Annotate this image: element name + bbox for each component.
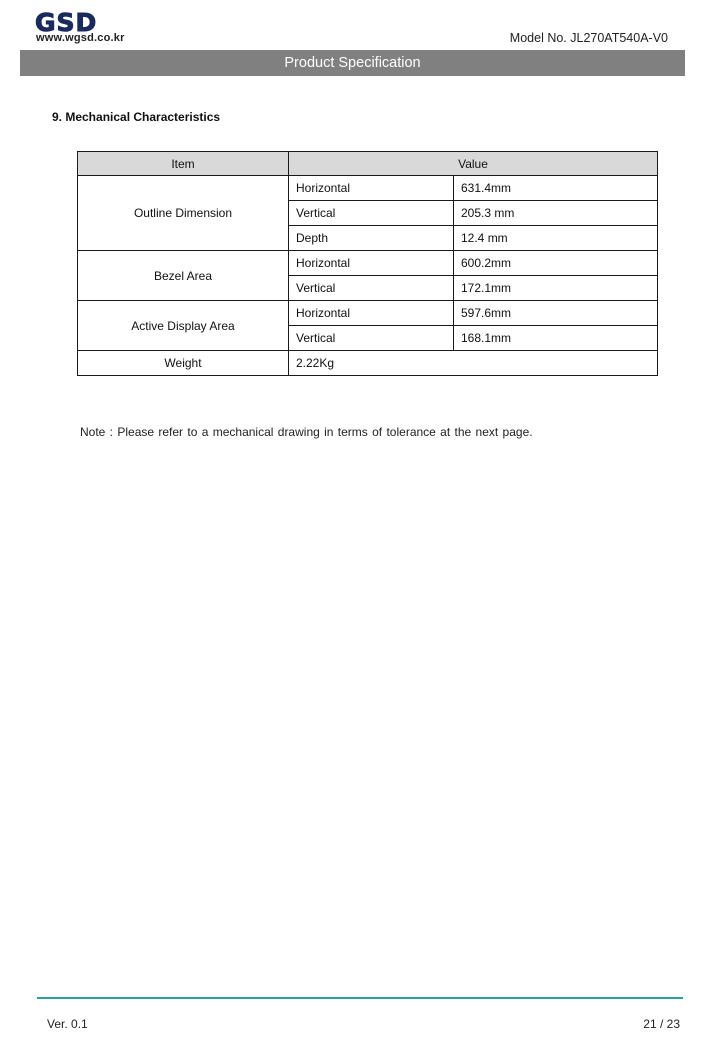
- item-weight: Weight: [78, 351, 289, 376]
- row-label: Vertical: [289, 326, 454, 351]
- table-row: [78, 251, 658, 276]
- row-label: Vertical: [289, 276, 454, 301]
- row-value: 631.4mm: [454, 176, 658, 201]
- row-value: 205.3 mm: [454, 201, 658, 226]
- table-header-row: [78, 152, 658, 176]
- weight-value: 2.22Kg: [289, 351, 658, 376]
- header-item: Item: [78, 152, 289, 176]
- row-label: Vertical: [289, 201, 454, 226]
- row-value: 600.2mm: [454, 251, 658, 276]
- row-value: 168.1mm: [454, 326, 658, 351]
- row-label: Horizontal: [289, 301, 454, 326]
- row-label: Horizontal: [289, 176, 454, 201]
- mechanical-spec-table: [77, 151, 658, 376]
- table-row: [78, 176, 658, 201]
- header-value: Value: [289, 152, 658, 176]
- row-label: Depth: [289, 226, 454, 251]
- model-number: Model No. JL270AT540A-V0: [509, 31, 668, 45]
- section-title: 9. Mechanical Characteristics: [52, 110, 221, 124]
- item-outline-dimension: Outline Dimension: [78, 176, 289, 251]
- item-bezel-area: Bezel Area: [78, 251, 289, 301]
- table-row: [78, 351, 658, 376]
- page-number: 21 / 23: [643, 1017, 680, 1031]
- svg-text:GSD: GSD: [35, 9, 98, 35]
- version-label: Ver. 0.1: [47, 1017, 88, 1031]
- row-label: Horizontal: [289, 251, 454, 276]
- item-active-display-area: Active Display Area: [78, 301, 289, 351]
- row-value: 597.6mm: [454, 301, 658, 326]
- tolerance-note: Note : Please refer to a mechanical drawing in terms of tolerance at the next page.: [80, 425, 533, 439]
- row-value: 172.1mm: [454, 276, 658, 301]
- footer-divider: [37, 997, 683, 999]
- row-value: 12.4 mm: [454, 226, 658, 251]
- page-banner: Product Specification: [20, 50, 685, 76]
- table-row: [78, 301, 658, 326]
- company-url: www.wgsd.co.kr: [36, 32, 125, 44]
